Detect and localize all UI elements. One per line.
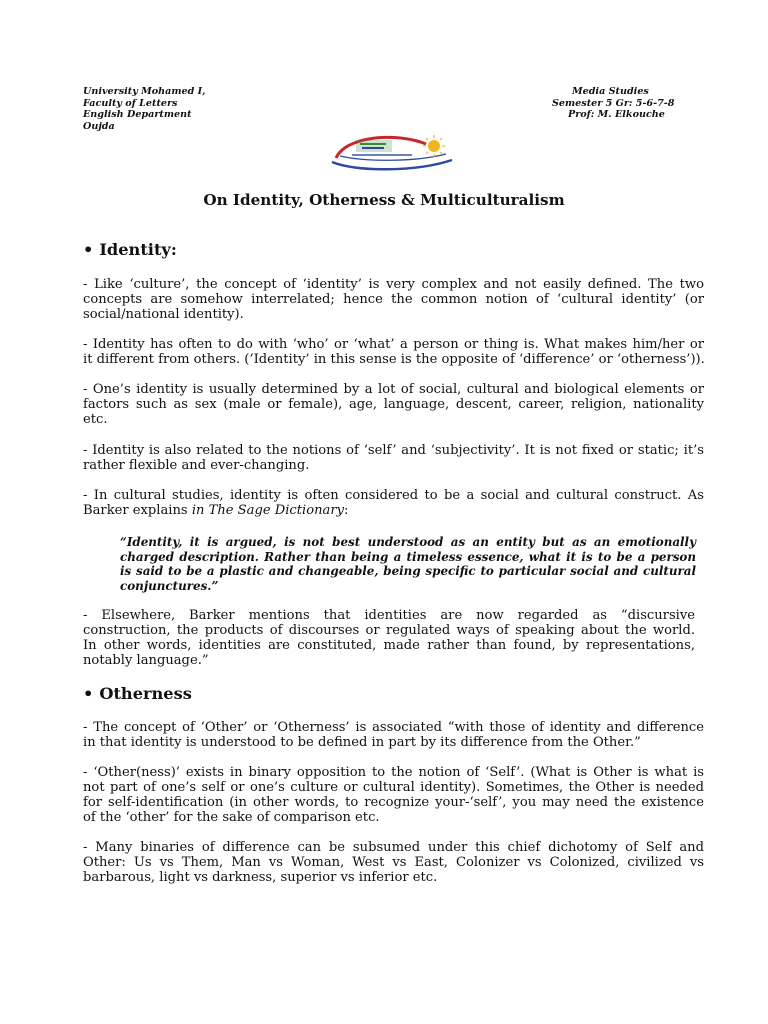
identity-paragraph-2	[83, 337, 704, 367]
bullet-icon: •	[83, 240, 94, 259]
text-line: etc.	[83, 412, 108, 428]
text-line: - One’s identity is usually determined by a lot of social, cultural and biological elements or	[83, 382, 704, 397]
text-line: barbarous, light vs darkness, superior vs inferior etc.	[83, 870, 438, 886]
identity-paragraph-6	[83, 608, 695, 668]
text-line: - Many binaries of difference can be subsumed under this chief dichotomy of Self and	[83, 840, 704, 855]
identity-heading-text: Identity:	[99, 240, 177, 259]
identity-paragraph-5	[83, 488, 704, 518]
text-line: - Identity is also related to the notions of ‘self’ and ‘subjectivity’. It is not fixed or static; it’s	[83, 443, 704, 458]
text-line: for self-identification (in other words, to recognize your-‘self’, you may need the existence	[83, 795, 704, 811]
otherness-heading-text: Otherness	[99, 684, 192, 703]
text-span: :	[344, 503, 349, 519]
city-name: Oujda	[83, 120, 115, 132]
quote-line: “Identity, it is argued, is not best understood as an entity but as an emotionally	[120, 535, 696, 549]
otherness-heading	[83, 684, 192, 703]
text-span: Barker explains	[83, 503, 192, 519]
quote-line: conjunctures.”	[120, 578, 219, 593]
text-line: factors such as sex (male or female), age, language, descent, career, religion, nationality	[83, 397, 704, 413]
otherness-paragraph-2	[83, 765, 704, 825]
book-title: in The Sage Dictionary	[191, 503, 344, 519]
text-line: - ‘Other(ness)’ exists in binary opposition to the notion of ‘Self’. (What is Other is what is	[83, 765, 704, 780]
university-logo	[326, 132, 458, 172]
course-header	[552, 86, 702, 121]
bullet-icon: •	[83, 684, 94, 703]
identity-paragraph-1	[83, 277, 704, 322]
identity-heading	[83, 240, 177, 259]
text-line: rather flexible and ever-changing.	[83, 458, 310, 474]
department-name: English Department	[83, 109, 192, 120]
text-line: In other words, identities are constituted, made rather than found, by representations,	[83, 638, 695, 654]
faculty-name: Faculty of Letters	[83, 97, 178, 109]
barker-quote	[120, 535, 696, 593]
text-line: it different from others. (‘Identity’ in this sense is the opposite of ‘difference’ or ‘otherness’)).	[83, 352, 705, 368]
text-line: Other: Us vs Them, Man vs Woman, West vs East, Colonizer vs Colonized, civilized vs	[83, 855, 704, 871]
identity-paragraph-3	[83, 382, 704, 427]
institution-header	[83, 86, 205, 132]
otherness-paragraph-3	[83, 840, 704, 885]
course-name: Media Studies	[572, 86, 649, 97]
text-line: of the ‘other’ for the sake of comparison etc.	[83, 810, 380, 826]
text-line: social/national identity).	[83, 307, 244, 323]
text-line: - The concept of ‘Other’ or ‘Otherness’ is associated “with those of identity and difference	[83, 720, 704, 735]
text-line	[83, 503, 704, 518]
text-line: - Like ‘culture’, the concept of ‘identity’ is very complex and not easily defined. The two	[83, 277, 704, 292]
text-line: - In cultural studies, identity is often considered to be a social and cultural construct. As	[83, 488, 704, 503]
professor-name: Prof: M. Elkouche	[568, 109, 665, 120]
text-line: - Identity has often to do with ‘who’ or ‘what’ a person or thing is. What makes him/her or	[83, 337, 704, 352]
text-line: in that identity is understood to be defined in part by its difference from the Other.”	[83, 735, 641, 751]
quote-line: is said to be a plastic and changeable, being specific to particular social and cultural	[120, 564, 696, 579]
otherness-paragraph-1	[83, 720, 704, 750]
text-line: construction, the products of discourses or regulated ways of speaking about the world.	[83, 623, 695, 639]
text-line: concepts are somehow interrelated; hence the common notion of ‘cultural identity’ (or	[83, 292, 704, 308]
identity-paragraph-4	[83, 443, 704, 473]
document-title: On Identity, Otherness & Multiculturalism	[203, 191, 565, 209]
semester-groups: Semester 5 Gr: 5-6-7-8	[552, 97, 675, 109]
text-line: notably language.”	[83, 653, 209, 669]
text-line: - Elsewhere, Barker mentions that identities are now regarded as “discursive	[83, 608, 695, 623]
university-name: University Mohamed I,	[83, 86, 206, 97]
text-line: not part of one’s self or one’s culture or cultural identity). Sometimes, the Other is needed	[83, 780, 704, 796]
quote-line: charged description. Rather than being a timeless essence, what it is to be a person	[120, 549, 696, 564]
